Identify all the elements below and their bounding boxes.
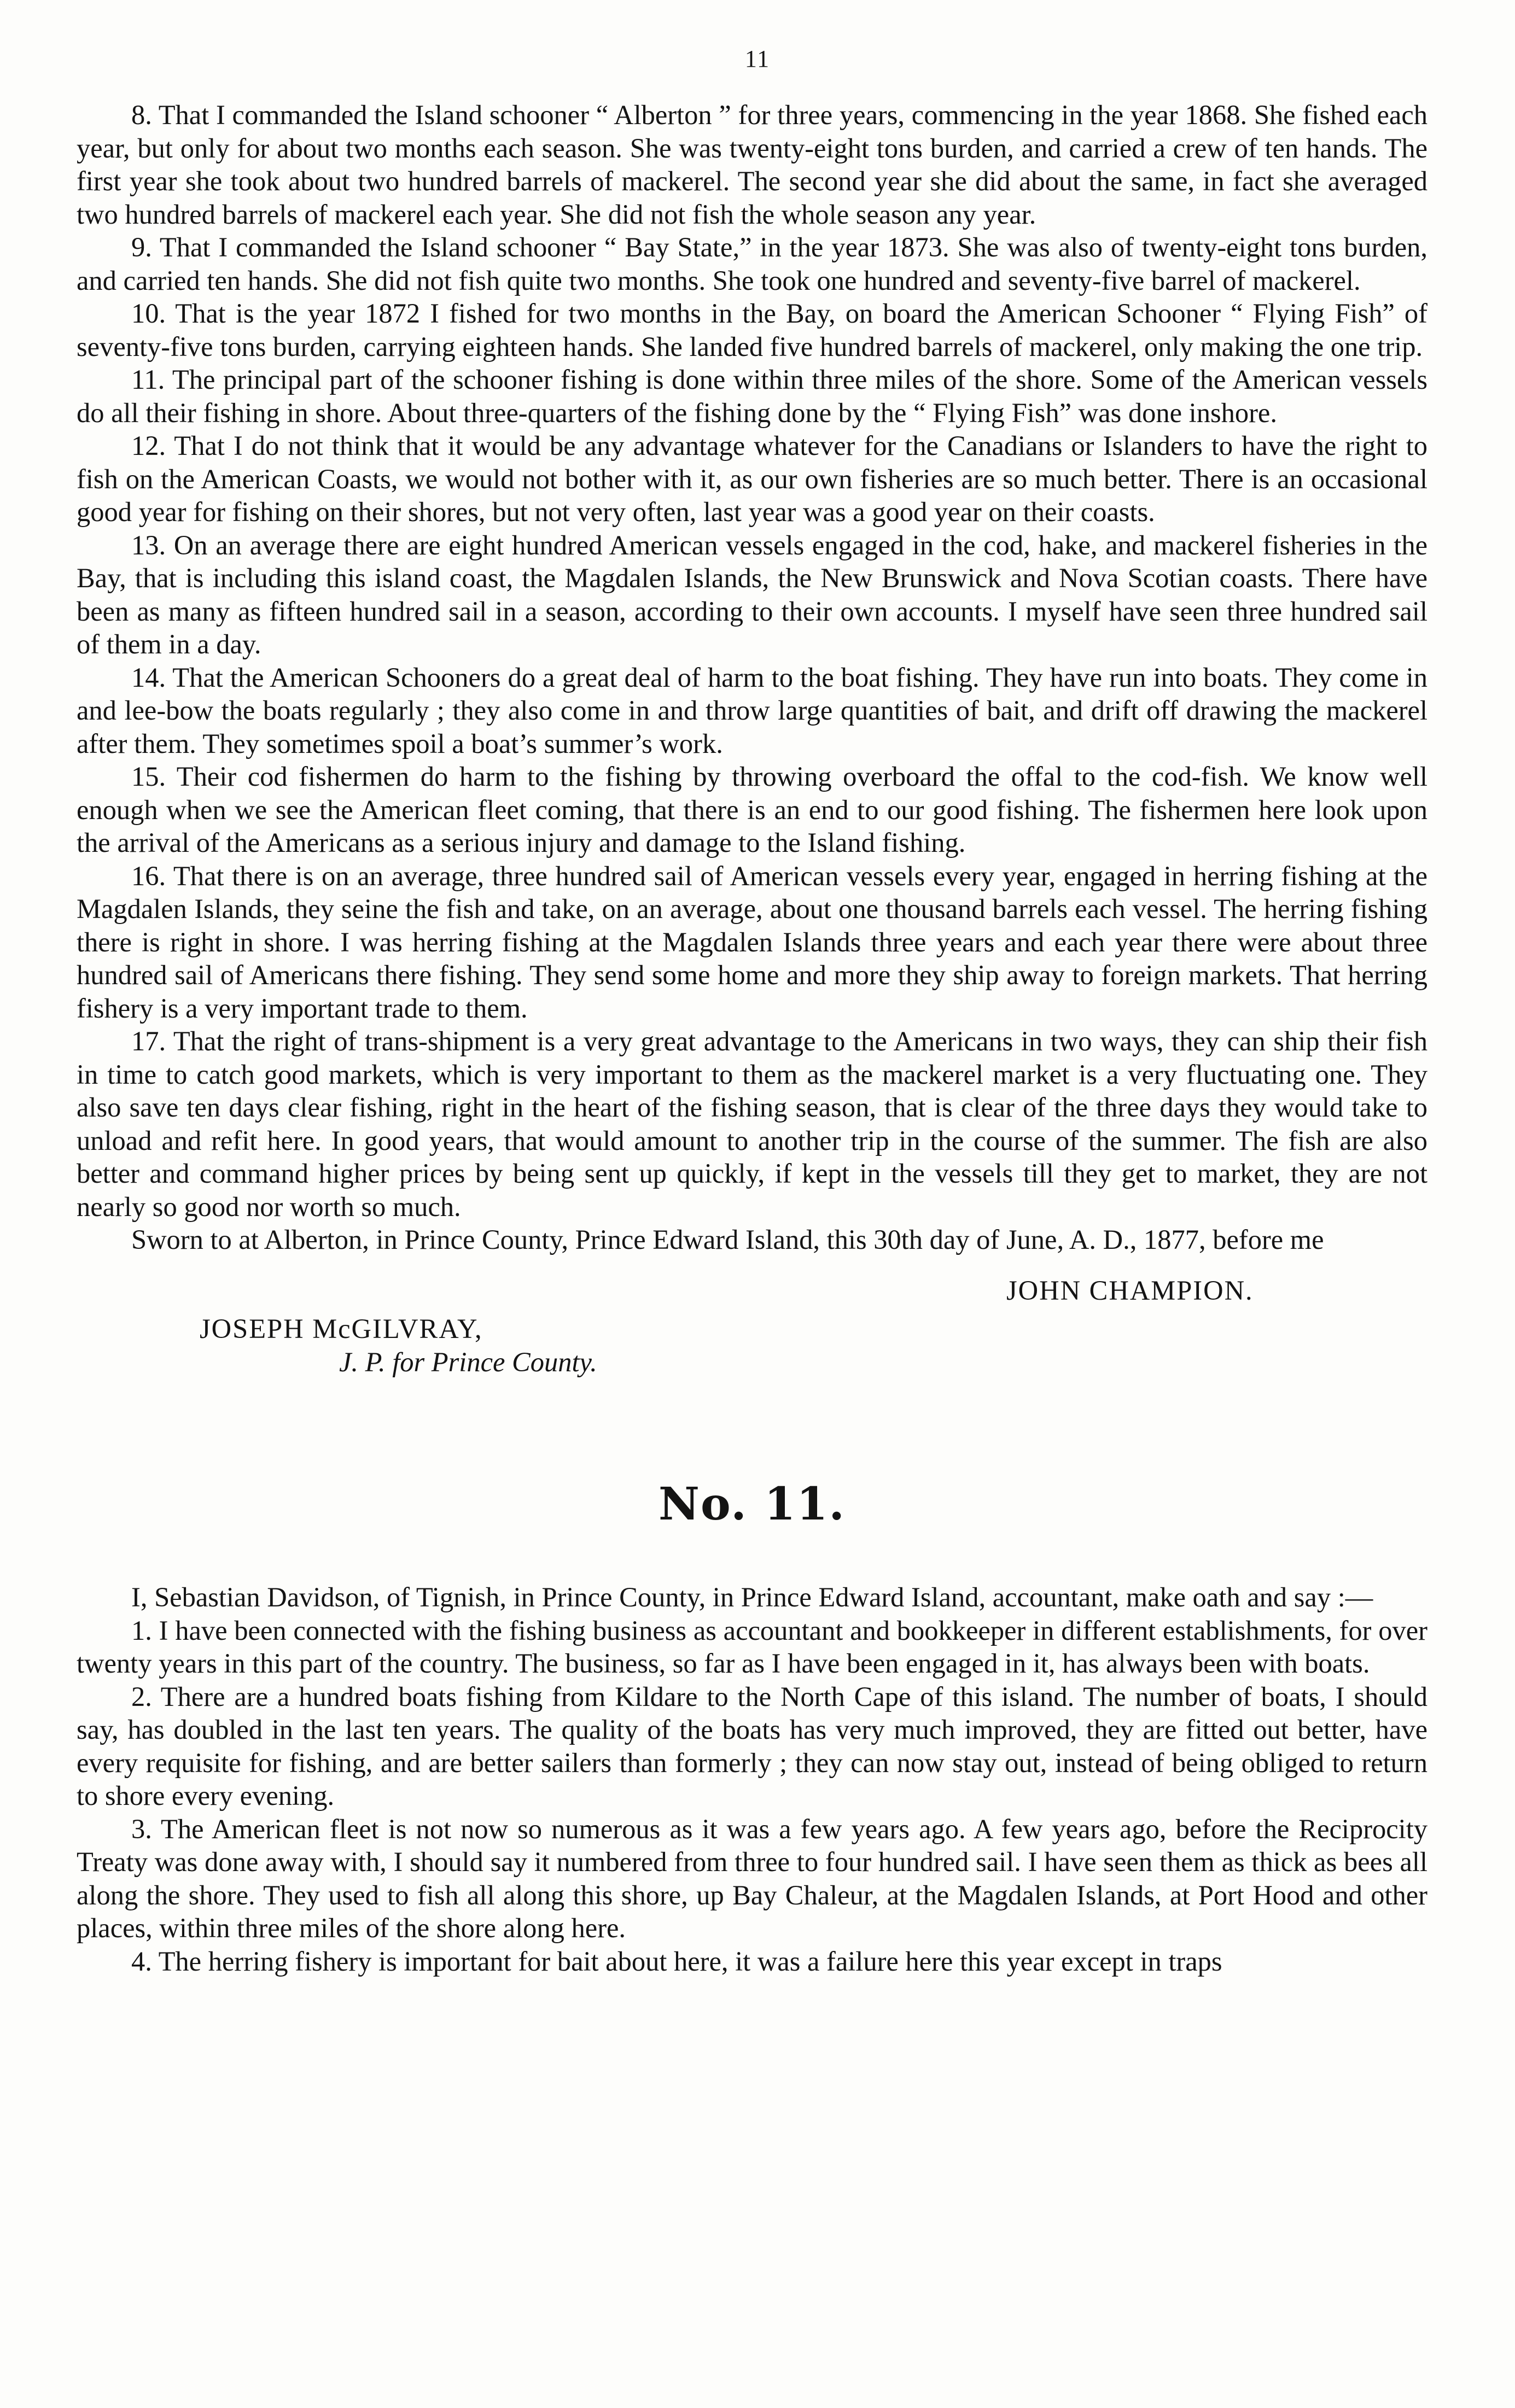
paragraph-17: 17. That the right of trans-shipment is a very great advantage to the Americans in two ways, they can ship their fish in time to catch good markets, which is very important to them as the mackerel market is a very fluctuating one. They also save ten days clear fishing, right in the heart of the fishing season, that is clear of the three days they would take to unload and refit here. In good years, that would amount to another trip in the course of the summer. The fish are also better and command higher prices by being sent up quickly, if kept in the vessels till they get to market, they are not nearly so good nor worth so much.	[77, 1026, 1427, 1222]
paragraph-10: 10. That is the year 1872 I fished for two months in the Bay, on board the American Schooner “ Flying Fish” of seventy-five tons burden, carrying eighteen hands. She landed five hundred barrels of mackerel, only making the one trip.	[77, 298, 1427, 362]
page-body	[77, 98, 1427, 1978]
paragraph-8: 8. That I commanded the Island schooner “ Alberton ” for three years, commencing in the year 1868. She fished each year, but only for about two months each season. She was twenty-eight tons burden, and carried a crew of ten hands. The first year she took about two hundred barrels of mackerel. The second year she did about the same, in fact she averaged two hundred barrels of mackerel each year. She did not fish the whole season any year.	[77, 100, 1427, 230]
paragraph-4: 4. The herring fishery is important for bait about here, it was a failure here this year except in traps	[131, 1945, 1222, 1977]
statement-john-champion	[77, 98, 1427, 1378]
paragraph-2: 2. There are a hundred boats fishing from Kildare to the North Cape of this island. The number of boats, I should say, has doubled in the last ten years. The quality of the boats has very much improved, they are fitted out better, have every requisite for fishing, and are better sailers than formerly ; they can now stay out, instead of being obliged to return to shore every evening.	[77, 1681, 1427, 1811]
paragraph-9: 9. That I commanded the Island schooner “ Bay State,” in the year 1873. She was also of twenty-eight tons burden, and carried ten hands. She did not fish quite two months. She took one hundred and seventy-five barrel of mackerel.	[77, 232, 1427, 296]
paragraph-12: 12. That I do not think that it would be any advantage whatever for the Canadians or Islanders to have the right to fish on the American Coasts, we would not bother with it, as our own fisheries are so much better. There is an occasional good year for fishing on their shores, but not very often, last year was a good year on their coasts.	[77, 430, 1427, 527]
paragraph-1: 1. I have been connected with the fishing business as accountant and bookkeeper in different establishments, for over twenty years in this part of the country. The business, so far as I have been engaged in it, has always been with boats.	[77, 1615, 1427, 1679]
justice-title: J. P. for Prince County.	[339, 1346, 597, 1377]
paragraph-15: 15. Their cod fishermen do harm to the fishing by throwing overboard the offal to the cod-fish. We know well enough when we see the American fleet coming, that there is an end to our good fishing. The fishermen here look upon the arrival of the Americans as a serious injury and damage to the Island fishing.	[77, 761, 1427, 858]
paragraph-13: 13. On an average there are eight hundred American vessels engaged in the cod, hake, and mackerel fisheries in the Bay, that is including this island coast, the Magdalen Islands, the New Brunswick and Nova Scotian coasts. There have been as many as fifteen hundred sail in a season, according to their own accounts. I myself have seen three hundred sail of them in a day.	[77, 529, 1427, 659]
paragraph-11: 11. The principal part of the schooner fishing is done within three miles of the shore. Some of the American vessels do all their fishing in shore. About three-quarters of the fishing done by the “ Flying Fish” was done inshore.	[77, 364, 1427, 428]
statement-sebastian-davidson	[77, 1480, 1427, 1978]
deponent-signature: JOHN CHAMPION.	[1006, 1275, 1254, 1306]
paragraph-16: 16. That there is on an average, three hundred sail of American vessels every year, engaged in herring fishing at the Magdalen Islands, they seine the fish and take, on an average, about one thousand barrels each vessel. The herring fishing there is right in shore. I was herring fishing at the Magdalen Islands three years and each year there were about three hundred sail of Americans there fishing. They send some home and more they ship away to foreign markets. That herring fishery is a very important trade to them.	[77, 860, 1427, 1024]
page-number: 11	[744, 45, 771, 72]
paragraph-14: 14. That the American Schooners do a great deal of harm to the boat fishing. They have run into boats. They come in and lee-bow the boats regularly ; they also come in and throw large quantities of bait, and drift off drawing the mackerel after them. They sometimes spoil a boat’s summer’s work.	[77, 662, 1427, 759]
paragraph-3: 3. The American fleet is not now so numerous as it was a few years ago. A few years ago, before the Reciprocity Treaty was done away with, I should say it numbered from three to four hundred sail. I have seen them as thick as bees all along the shore. They used to fish all along this shore, up Bay Chaleur, at the Magdalen Islands, at Port Hood and other places, within three miles of the shore along here.	[77, 1813, 1427, 1943]
justice-of-peace-block	[200, 1312, 1427, 1378]
section-heading: No. 11.	[659, 1478, 846, 1530]
sworn-statement: Sworn to at Alberton, in Prince County, Prince Edward Island, this 30th day of June, A. D., 1877, before me	[131, 1224, 1324, 1255]
intro-paragraph: I, Sebastian Davidson, of Tignish, in Prince County, in Prince Edward Island, accountant, make oath and say :—	[131, 1582, 1373, 1612]
justice-name: JOSEPH McGILVRAY,	[200, 1313, 483, 1344]
